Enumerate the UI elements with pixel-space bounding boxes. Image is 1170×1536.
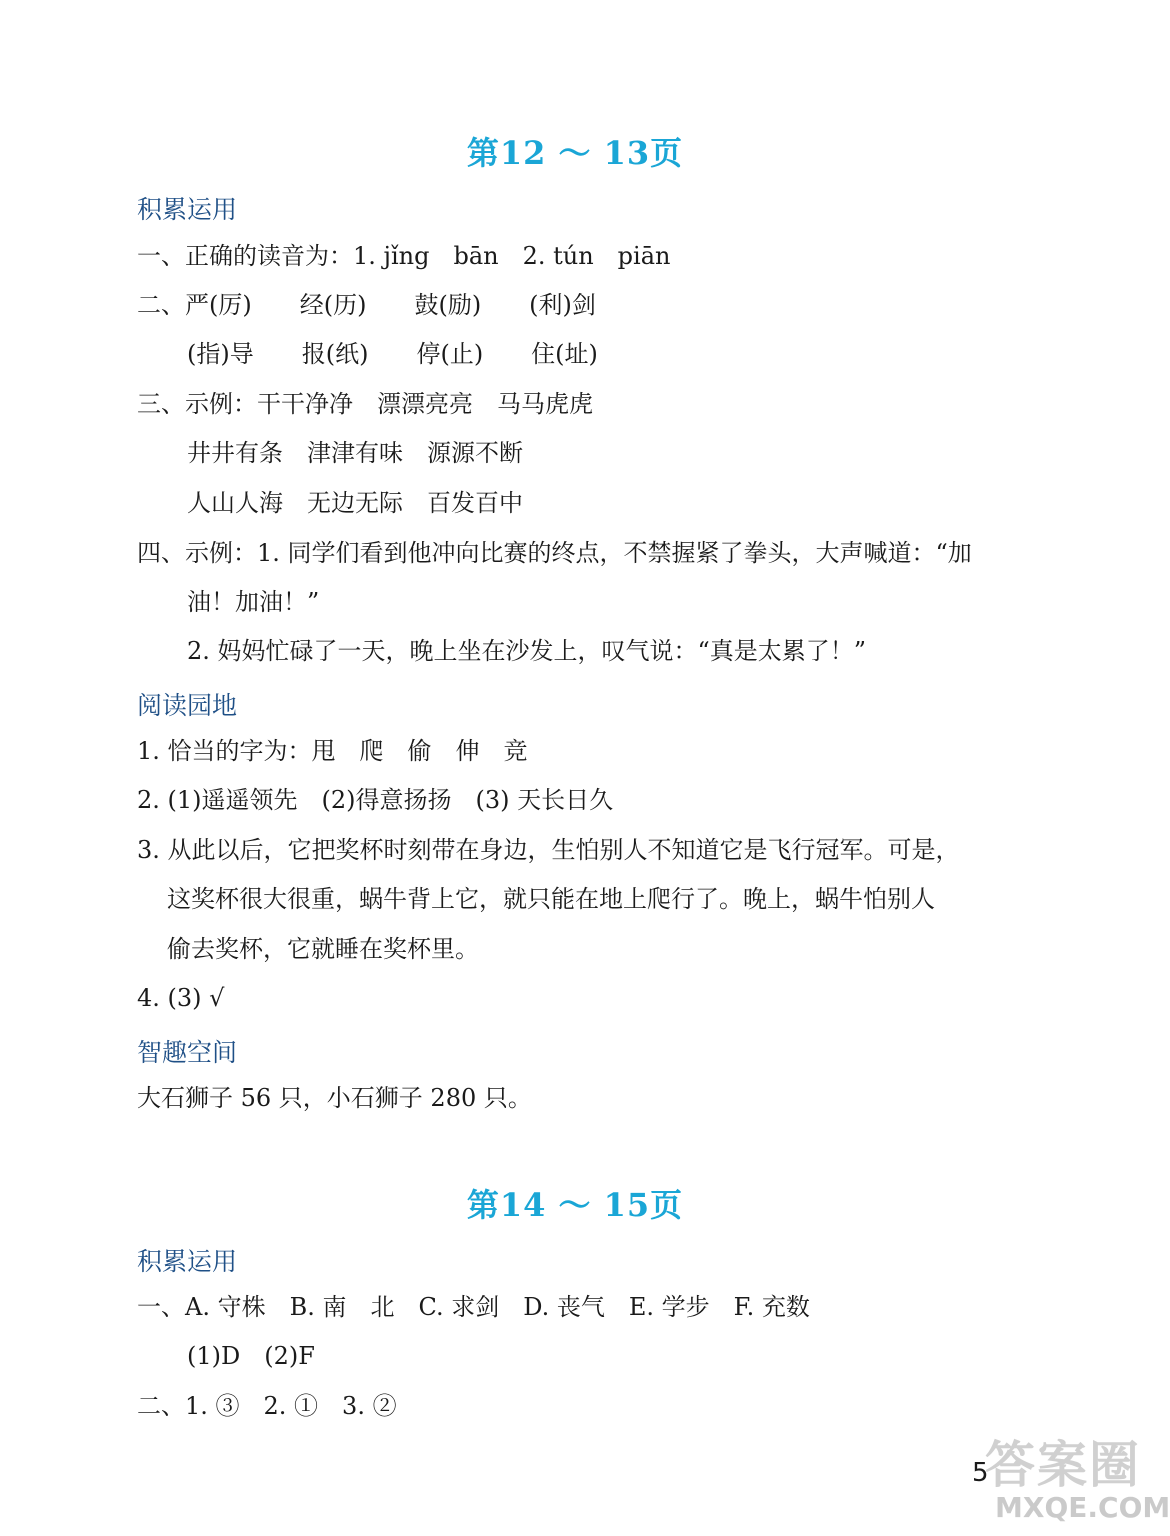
- answer-line: 四、示例：1. 同学们看到他冲向比赛的终点，不禁握紧了拳头，大声喊道：“加: [137, 539, 972, 567]
- section-heading-accumulation: 积累运用: [137, 195, 238, 224]
- answer-line: 三、示例：干干净净 漂漂亮亮 马马虎虎: [137, 390, 593, 418]
- answer-line: 这奖杯很大很重，蜗牛背上它，就只能在地上爬行了。晚上，蜗牛怕别人: [167, 885, 935, 913]
- answer-line: 大石狮子 56 只，小石狮子 280 只。: [137, 1084, 532, 1112]
- answer-line: 一、A. 守株 B. 南 北 C. 求剑 D. 丧气 E. 学步 F. 充数: [137, 1293, 810, 1321]
- section-heading-reading: 阅读园地: [137, 691, 238, 720]
- watermark-url: MXQE.COM: [995, 1491, 1170, 1524]
- answer-line: 井井有条 津津有味 源源不断: [187, 439, 523, 467]
- page-number: 5: [972, 1458, 989, 1488]
- answer-line: 二、严(厉) 经(历) 鼓(励) (利)剑: [137, 291, 596, 319]
- answer-line: 人山人海 无边无际 百发百中: [187, 489, 523, 517]
- answer-line: 偷去奖杯，它就睡在奖杯里。: [167, 935, 479, 963]
- section-heading-puzzle: 智趣空间: [137, 1038, 238, 1067]
- answer-line: 3. 从此以后，它把奖杯时刻带在身边，生怕别人不知道它是飞行冠军。可是，: [137, 836, 960, 864]
- answer-line: (指)导 报(纸) 停(止) 住(址): [187, 340, 598, 368]
- answer-line: 4. (3) √: [137, 984, 225, 1012]
- answer-line: 二、1. ③ 2. ① 3. ②: [137, 1392, 397, 1420]
- section-heading-accumulation-2: 积累运用: [137, 1247, 238, 1276]
- answer-line: 2. 妈妈忙碌了一天，晚上坐在沙发上，叹气说：“真是太累了！”: [187, 637, 867, 665]
- answer-line: 2. (1)遥遥领先 (2)得意扬扬 (3) 天长日久: [137, 786, 614, 814]
- page-title-12-13: 第12 ～ 13页: [466, 134, 684, 172]
- answer-line: 一、正确的读音为：1. jǐng bān 2. tún piān: [137, 242, 671, 270]
- page-title-14-15: 第14 ～ 15页: [466, 1186, 684, 1224]
- answer-line: 油！加油！”: [187, 588, 320, 616]
- watermark-logo: [975, 1425, 1170, 1525]
- answer-line: (1)D (2)F: [187, 1342, 315, 1370]
- answer-line: 1. 恰当的字为：甩 爬 偷 伸 竞: [137, 737, 528, 765]
- watermark-logo-text: 答案圈: [985, 1436, 1141, 1494]
